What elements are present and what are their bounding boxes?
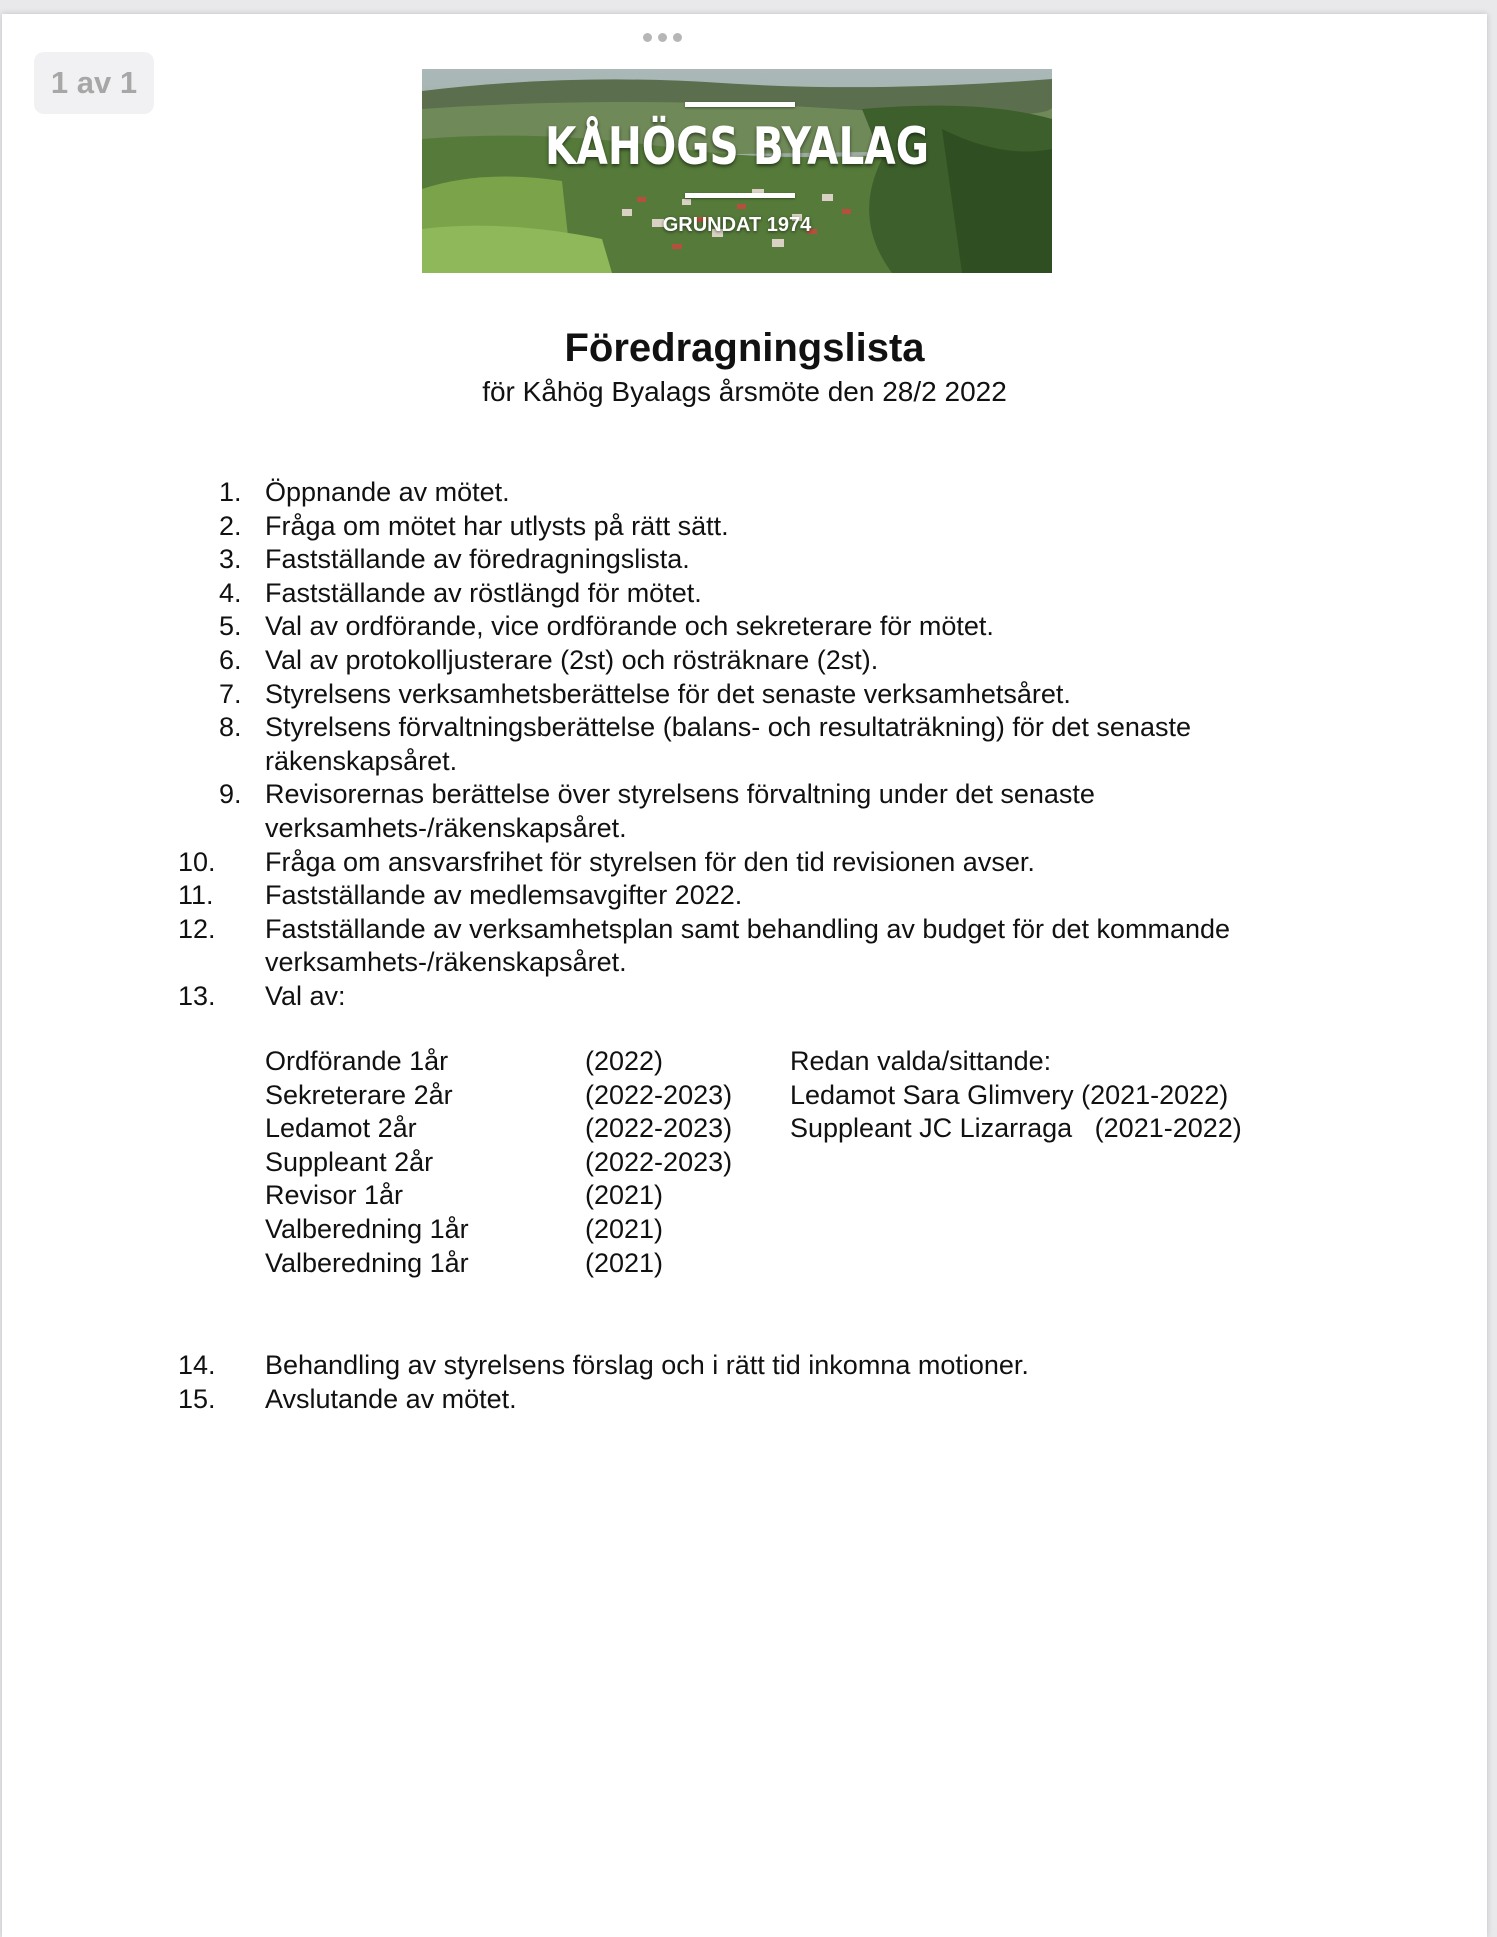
sitting-member: Redan valda/sittande: [790, 1046, 1052, 1076]
sitting-member: Suppleant JC Lizarraga (2021-2022) [790, 1113, 1242, 1144]
agenda-item-number: 6. [219, 644, 242, 675]
agenda-item-text: Revisorernas berättelse över styrelsens förvaltning under det senaste [265, 779, 1095, 810]
agenda-item-number: 11. [178, 880, 214, 911]
officer-term: (2022-2023) [585, 1113, 733, 1144]
election-row [265, 1112, 1365, 1146]
election-row [265, 1247, 1365, 1281]
sitting-member: Ledamot Sara Glimvery (2021-2022) [790, 1079, 1229, 1110]
agenda-item-text: Styrelsens förvaltningsberättelse (balans- och resultaträkning) för det senaste [265, 712, 1191, 743]
officer-term: (2022-2023) [585, 1079, 733, 1110]
header-banner-image [422, 69, 1052, 273]
agenda-item-number: 10. [178, 846, 216, 877]
agenda-item-number: 2. [219, 510, 242, 541]
officer-term: (2021) [585, 1180, 664, 1211]
agenda-item [2, 543, 1487, 577]
agenda-item-text: Styrelsens verksamhetsberättelse för det senaste verksamhetsåret. [265, 678, 1071, 709]
agenda-item [2, 711, 1487, 745]
election-row [265, 1045, 1365, 1079]
agenda-item [2, 745, 1487, 779]
agenda-item-number: 12. [178, 913, 216, 944]
agenda-item [2, 1383, 1487, 1417]
agenda-item-text: Avslutande av mötet. [265, 1383, 517, 1414]
election-row [265, 1213, 1365, 1247]
officer-role: Ordförande 1år [265, 1046, 449, 1076]
officer-role: Valberedning 1år [265, 1213, 469, 1244]
agenda-item-number: 4. [219, 577, 242, 608]
agenda-item [2, 980, 1487, 1014]
document-title: Föredragningslista [564, 326, 925, 370]
agenda-item-text: Fråga om ansvarsfrihet för styrelsen för den tid revisionen avser. [265, 846, 1035, 877]
document-subtitle: för Kåhög Byalags årsmöte den 28/2 2022 [482, 376, 1007, 407]
agenda-item [2, 879, 1487, 913]
officer-term: (2022-2023) [585, 1146, 733, 1177]
agenda-item [2, 778, 1487, 812]
agenda-item-text: Fastställande av röstlängd för mötet. [265, 577, 702, 608]
agenda-item-number: 1. [219, 477, 242, 507]
agenda-item-number: 8. [219, 712, 242, 743]
officer-role: Suppleant 2år [265, 1146, 434, 1177]
agenda-item-number: 9. [219, 779, 242, 810]
agenda-item [2, 644, 1487, 678]
election-row [265, 1179, 1365, 1213]
officer-term: (2021) [585, 1213, 664, 1244]
election-row [265, 1146, 1365, 1180]
election-row [265, 1079, 1365, 1113]
agenda-item-text: Fråga om mötet har utlysts på rätt sätt. [265, 510, 729, 541]
officer-term: (2022) [585, 1046, 664, 1076]
agenda-item [2, 678, 1487, 712]
agenda-item [2, 610, 1487, 644]
agenda-item-text: räkenskapsåret. [265, 745, 458, 776]
agenda-item [2, 913, 1487, 947]
agenda-item-text: Öppnande av mötet. [265, 477, 510, 507]
officer-role: Sekreterare 2år [265, 1079, 453, 1110]
banner-title: KÅHÖGS BYALAG [545, 117, 929, 177]
agenda-item-text: verksamhets-/räkenskapsåret. [265, 947, 627, 978]
officer-role: Ledamot 2år [265, 1113, 417, 1144]
agenda-item [2, 476, 1487, 510]
agenda-item [2, 510, 1487, 544]
agenda-item [2, 1349, 1487, 1383]
page-indicator: 1 av 1 [34, 52, 154, 114]
agenda-list-continued [2, 1349, 1487, 1416]
agenda-item [2, 846, 1487, 880]
banner-subtitle: GRUNDAT 1974 [662, 214, 812, 236]
agenda-item-number: 3. [219, 544, 242, 575]
agenda-item [2, 946, 1487, 980]
agenda-item-text: verksamhets-/räkenskapsåret. [265, 812, 627, 843]
agenda-item-text: Behandling av styrelsens förslag och i rätt tid inkomna motioner. [265, 1350, 1029, 1380]
officer-role: Revisor 1år [265, 1180, 404, 1211]
agenda-item-number: 14. [178, 1350, 216, 1380]
agenda-item-text: Val av ordförande, vice ordförande och sekreterare för mötet. [265, 611, 994, 642]
agenda-item-text: Fastställande av föredragningslista. [265, 544, 690, 575]
agenda-item-number: 13. [178, 980, 216, 1011]
officer-term: (2021) [585, 1247, 664, 1278]
agenda-item [2, 577, 1487, 611]
agenda-item-text: Fastställande av medlemsavgifter 2022. [265, 880, 743, 911]
agenda-item-text: Val av: [265, 980, 346, 1011]
officer-role: Valberedning 1år [265, 1247, 469, 1278]
agenda-item [2, 812, 1487, 846]
agenda-item-text: Fastställande av verksamhetsplan samt behandling av budget för det kommande [265, 913, 1231, 944]
agenda-item-number: 15. [178, 1383, 216, 1414]
document-page [2, 14, 1487, 1937]
agenda-list [2, 476, 1487, 1014]
agenda-item-number: 7. [219, 678, 242, 709]
agenda-item-number: 5. [219, 611, 242, 642]
more-options-icon[interactable] [643, 33, 682, 42]
agenda-item-text: Val av protokolljusterare (2st) och rösträknare (2st). [265, 644, 879, 675]
election-table [265, 1045, 1365, 1280]
